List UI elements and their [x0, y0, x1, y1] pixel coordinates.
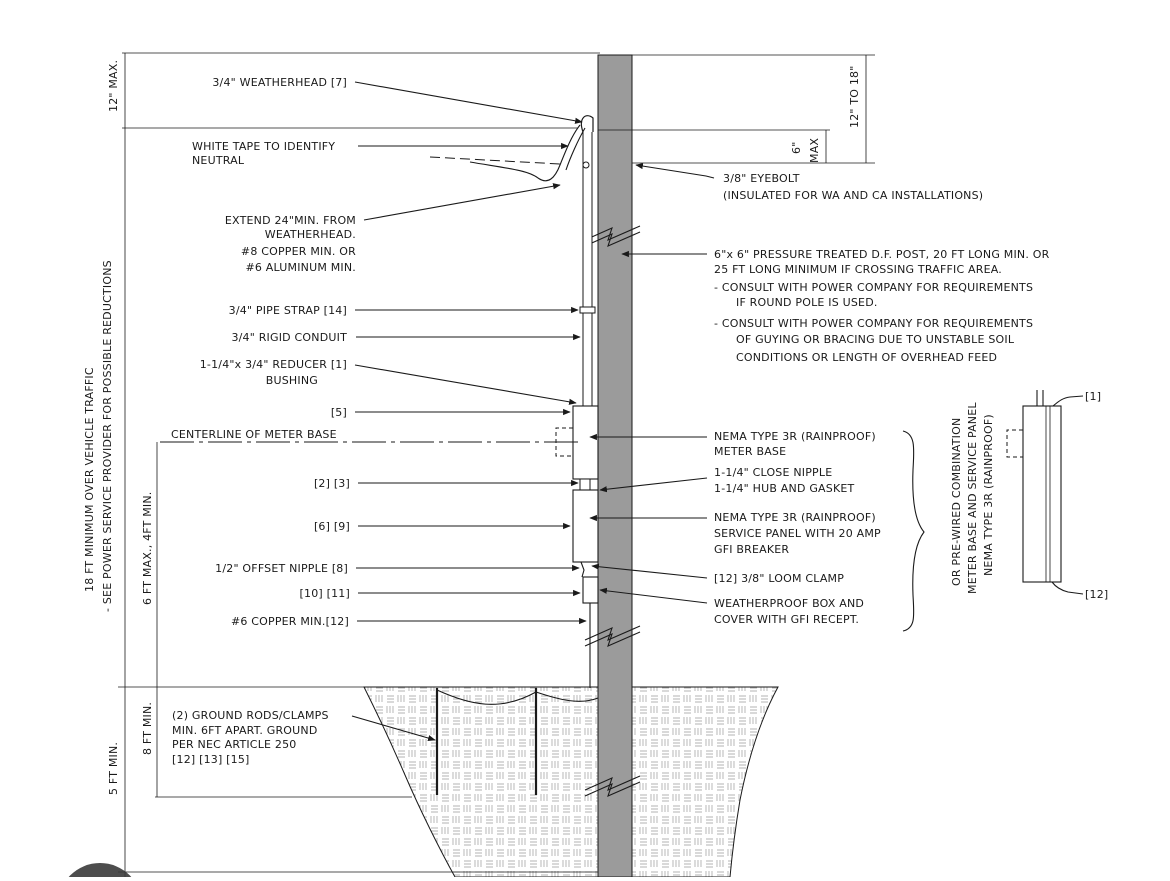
label-eyebolt-1: 3/8" EYEBOLT	[723, 172, 800, 185]
label-post-2: 25 FT LONG MINIMUM IF CROSSING TRAFFIC AREA.	[714, 263, 1002, 276]
service-panel	[573, 490, 598, 562]
weatherproof-box	[583, 577, 598, 603]
label-post-7: CONDITIONS OR LENGTH OF OVERHEAD FEED	[736, 351, 998, 364]
label-white-tape-2: NEUTRAL	[192, 154, 245, 167]
label-post-5: - CONSULT WITH POWER COMPANY FOR REQUIREMENTS	[714, 317, 1034, 330]
label-post-6: OF GUYING OR BRACING DUE TO UNSTABLE SOIL	[736, 333, 1015, 346]
wood-post	[598, 55, 632, 877]
label-extend-1: EXTEND 24"MIN. FROM	[224, 214, 356, 227]
label-item-10-11: [10] [11]	[299, 587, 350, 600]
label-offset-nipple: 1/2" OFFSET NIPPLE [8]	[215, 562, 348, 575]
label-wp-1: WEATHERPROOF BOX AND	[714, 597, 865, 610]
dim-18-ft: 18 FT MINIMUM OVER VEHICLE TRAFFIC	[83, 367, 96, 592]
label-reducer-2: BUSHING	[265, 374, 318, 387]
label-meter-2: METER BASE	[714, 445, 787, 458]
label-rigid-conduit: 3/4" RIGID CONDUIT	[231, 331, 347, 344]
label-nipple-2: 1-1/4" HUB AND GASKET	[714, 482, 855, 495]
dim-8ft-min: 8 FT MIN.	[141, 701, 154, 755]
alt-line-2: METER BASE AND SERVICE PANEL	[966, 402, 979, 594]
label-extend-3: #8 COPPER MIN. OR	[240, 245, 356, 258]
label-meter-1: NEMA TYPE 3R (RAINPROOF)	[714, 430, 876, 443]
label-extend-4: #6 ALUMINUM MIN.	[245, 261, 356, 274]
dim-12-to-18: 12" TO 18"	[848, 65, 861, 128]
alt-line-3: NEMA TYPE 3R (RAINPROOF)	[982, 414, 995, 576]
label-panel-1: NEMA TYPE 3R (RAINPROOF)	[714, 511, 876, 524]
label-white-tape-1: WHITE TAPE TO IDENTIFY	[192, 140, 336, 153]
dim-6ft-max: 6 FT MAX., 4FT MIN.	[141, 491, 154, 605]
label-centerline: CENTERLINE OF METER BASE	[171, 428, 337, 441]
meter-base	[573, 406, 598, 479]
label-eyebolt-2: (INSULATED FOR WA AND CA INSTALLATIONS)	[723, 189, 984, 202]
label-nipple-1: 1-1/4" CLOSE NIPPLE	[714, 466, 833, 479]
label-panel-3: GFI BREAKER	[714, 543, 790, 556]
service-drop-wires	[470, 125, 580, 181]
dim-12-max: 12" MAX.	[107, 59, 120, 112]
label-item-5: [5]	[330, 406, 347, 419]
label-panel-2: SERVICE PANEL WITH 20 AMP	[714, 527, 881, 540]
label-item-6-9: [6] [9]	[313, 520, 350, 533]
soil-area	[364, 687, 778, 877]
dim-18-ft-sub: - SEE POWER SERVICE PROVIDER FOR POSSIBLE REDUCTIONS	[101, 260, 114, 612]
weatherhead	[581, 116, 593, 132]
eyebolt	[583, 162, 589, 168]
label-pipe-strap: 3/4" PIPE STRAP [14]	[228, 304, 347, 317]
label-ground-3: PER NEC ARTICLE 250	[172, 738, 297, 751]
alt-ref-1: [1]	[1085, 390, 1102, 403]
label-post-3: - CONSULT WITH POWER COMPANY FOR REQUIREMENTS	[714, 281, 1034, 294]
dim-5ft-min: 5 FT MIN.	[107, 741, 120, 795]
rigid-conduit	[583, 130, 592, 407]
label-item-2-3: [2] [3]	[313, 477, 350, 490]
combination-unit	[1007, 390, 1061, 582]
scroll-indicator	[58, 863, 142, 877]
label-weatherhead: 3/4" WEATHERHEAD [7]	[212, 76, 347, 89]
label-ground-2: MIN. 6FT APART. GROUND	[172, 724, 318, 737]
label-ground-4: [12] [13] [15]	[172, 753, 250, 766]
label-ground-1: (2) GROUND RODS/CLAMPS	[172, 709, 329, 722]
alt-ref-12: [12]	[1085, 588, 1109, 601]
label-loom-clamp: [12] 3/8" LOOM CLAMP	[714, 572, 845, 585]
label-post-1: 6"x 6" PRESSURE TREATED D.F. POST, 20 FT LONG MIN. OR	[714, 248, 1050, 261]
label-post-4: IF ROUND POLE IS USED.	[736, 296, 878, 309]
dim-6-max-b: MAX	[808, 137, 821, 163]
label-copper-min: #6 COPPER MIN.[12]	[230, 615, 349, 628]
pipe-strap	[580, 307, 595, 313]
label-reducer-1: 1-1/4"x 3/4" REDUCER [1]	[199, 358, 347, 371]
label-extend-2: WEATHERHEAD.	[264, 228, 356, 241]
alt-line-1: OR PRE-WIRED COMBINATION	[950, 417, 963, 586]
label-wp-2: COVER WITH GFI RECEPT.	[714, 613, 860, 626]
grouping-brace	[903, 431, 924, 631]
dim-6-max-a: 6"	[790, 141, 803, 154]
